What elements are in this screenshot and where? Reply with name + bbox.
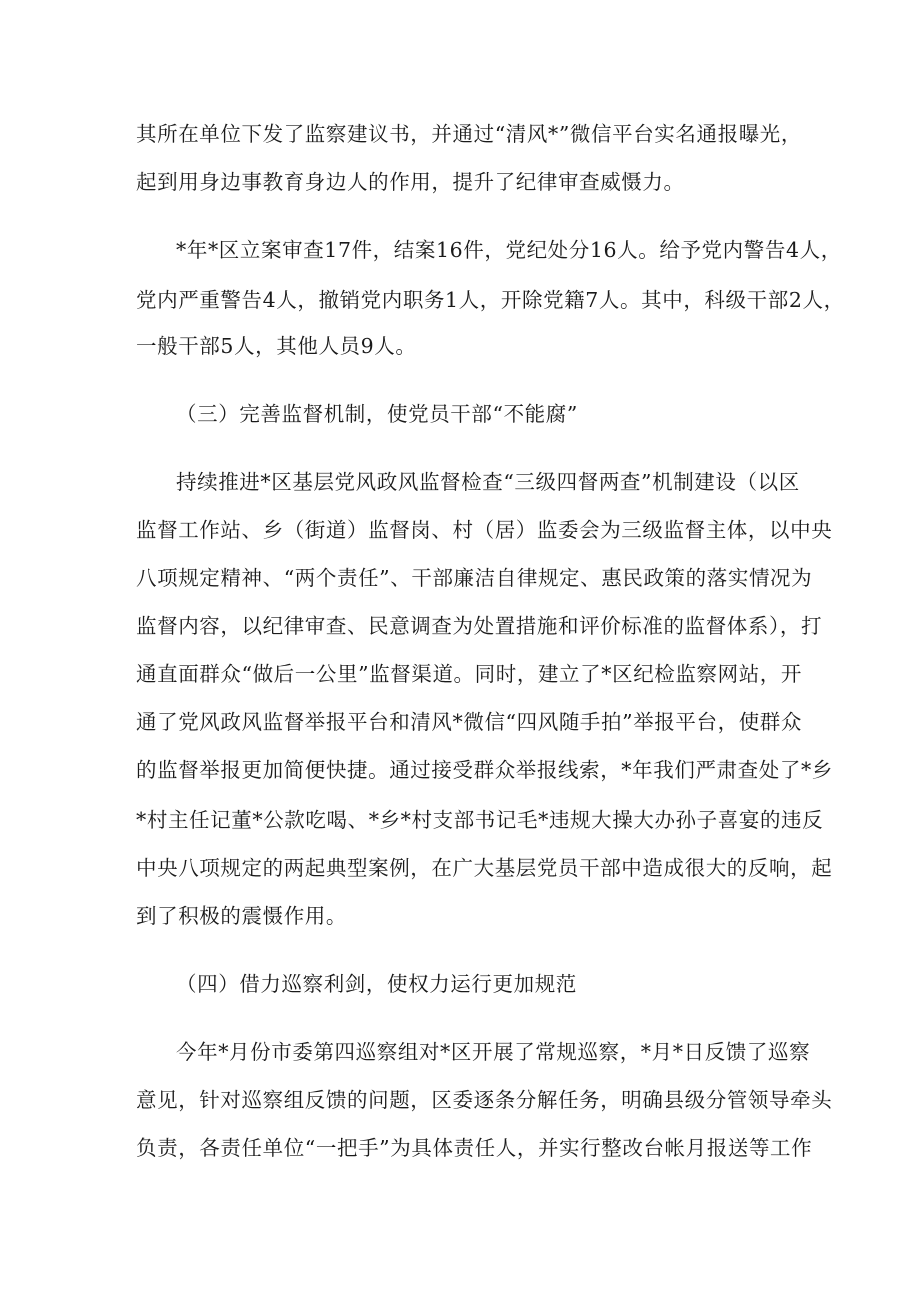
paragraph-line: 其所在单位下发了监察建议书，并通过“清风*”微信平台实名通报曝光， [136,122,803,146]
paragraph-line: 持续推进*区基层党风政风监督检查“三级四督两查”机制建设（以区 [176,470,800,494]
paragraph-line: 通了党风政风监督举报平台和清风*微信“四风随手拍”举报平台，使群众 [136,710,803,734]
paragraph-line: *村主任记董*公款吃喝、*乡*村支部书记毛*违规大操大办孙子喜宴的违反 [136,808,824,832]
paragraph-line: 监督内容，以纪律审查、民意调查为处置措施和评价标准的监督体系），打 [136,614,823,638]
paragraph-line: 八项规定精神、“两个责任”、干部廉洁自律规定、惠民政策的落实情况为 [136,566,813,590]
paragraph-line: 通直面群众“做后一公里”监督渠道。同时，建立了*区纪检监察网站，开 [136,662,803,686]
paragraph-line: 监督工作站、乡（街道）监督岗、村（居）监委会为三级监督主体，以中央 [136,518,833,542]
paragraph-line: 党内严重警告4人，撤销党内职务1人，开除党籍7人。其中，科级干部2人， [136,288,845,312]
paragraph-line: 的监督举报更加简便快捷。通过接受群众举报线索，*年我们严肃查处了*乡 [136,758,833,782]
section-heading: （三）完善监督机制，使党员干部“不能腐” [176,402,578,426]
paragraph-line: 一般干部5人，其他人员9人。 [136,334,417,358]
paragraph-line: 到了积极的震慑作用。 [136,904,347,928]
paragraph-line: 今年*月份市委第四巡察组对*区开展了常规巡察，*月*日反馈了巡察 [176,1040,811,1064]
paragraph-line: 负责，各责任单位“一把手”为具体责任人，并实行整改台帐月报送等工作 [136,1136,813,1160]
paragraph-line: 中央八项规定的两起典型案例，在广大基层党员干部中造成很大的反响，起 [136,856,833,880]
paragraph-line: *年*区立案审查17件，结案16件，党纪处分16人。给予党内警告4人， [176,238,842,262]
paragraph-line: 意见，针对巡察组反馈的问题，区委逐条分解任务，明确县级分管领导牵头 [136,1088,833,1112]
paragraph-line: 起到用身边事教育身边人的作用，提升了纪律审查威慑力。 [136,170,685,194]
section-heading: （四）借力巡察利剑，使权力运行更加规范 [176,972,577,996]
